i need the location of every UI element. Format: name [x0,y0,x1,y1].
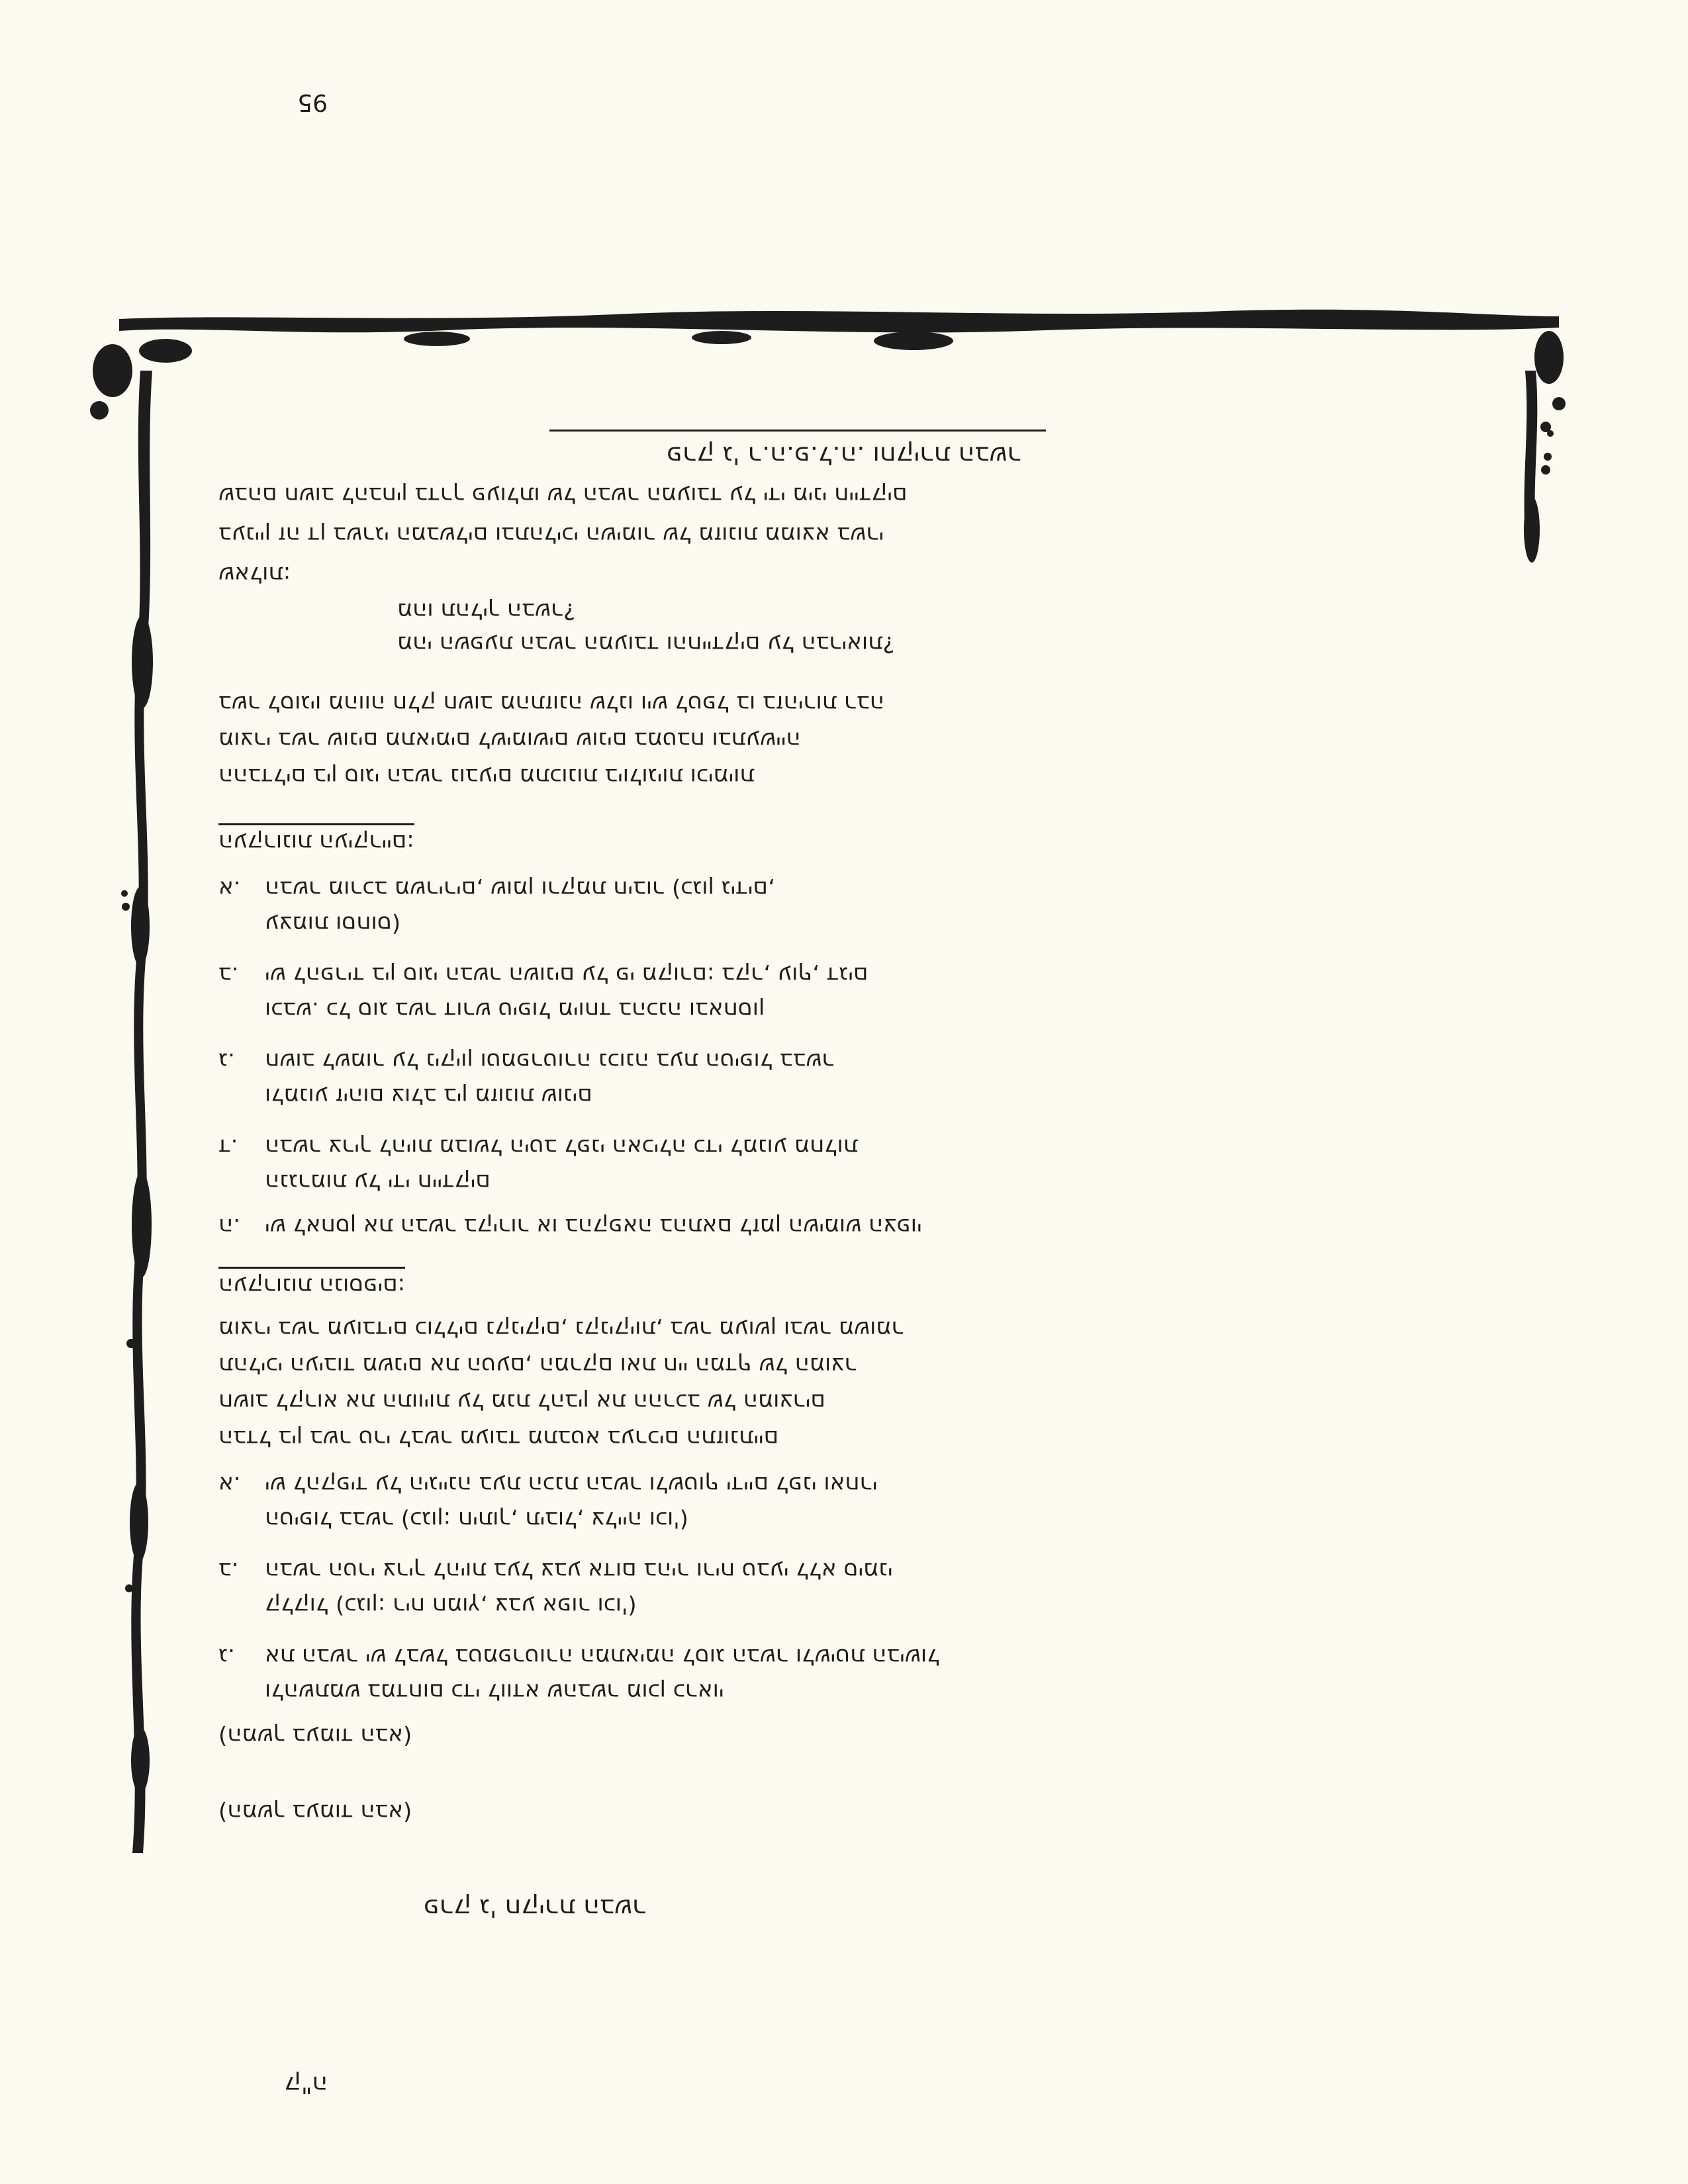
page-number: 95 [297,89,328,116]
list-marker: א. [218,876,241,902]
list-marker: ב. [218,1557,239,1584]
section-text-line-2: מוצרי בשר שונים מתאימים לשימושים שונים במטבח ובתעשייה [218,727,801,753]
list-item-line: יש לאחסן את הבשר בקירור או בהקפאה בהתאם לזמן השימוש הצפוי [265,1213,922,1240]
list-item-line: חשוב לשמור על ניקיון וטמפרטורה נכונה בעת הטיפול בבשר [265,1048,835,1074]
list-marker: ג. [218,1048,235,1074]
bottom-page-number: ק"ה [284,2071,328,2098]
list-item-line: וכבש. כל סוג בשר דורש טיפול מיוחד בהכנה ובאחסון [265,997,765,1023]
list-item-line: הבשר הטרי צריך להיות בעל צבע אדום בהיר וריח טבעי ללא סימני [265,1557,893,1584]
question-1: מהו תהליך הבשר? [397,598,576,624]
continued-note: (המשך בעמוד הבא) [218,1799,412,1825]
subheading-additional: העקרונות הנוספים: [218,1267,405,1300]
section-text-line: הבדל בין בשר טרי לבשר מעובד מתבטא בערכים התזונתיים [218,1425,779,1451]
list-marker: ב. [218,962,239,988]
list-marker: ד. [218,1134,238,1160]
list-marker: ה. [218,1213,241,1240]
section-text-line: חשוב לקרוא את התוויות על מנת להבין את ההרכב של המוצרים [218,1388,825,1415]
intro-line-2: בעניין זה דן בשרגי המבשלים ובתהליכי השימור של מזונות ממוצא בשרי [218,522,884,548]
list-item-line: עצמות וסחוס) [265,911,401,937]
list-item-line: את הבשר יש לבשל בטמפרטורה המתאימה לסוג הבשר ולשיטת הבישול [265,1643,940,1670]
trailing-line: (המשך בעמוד הבא) [218,1723,412,1749]
list-item-line: הנגרמות על ידי חיידקים [265,1169,491,1195]
list-item-line: יש להפריד בין סוגי הבשר השונים על פי מקורם: בקר, עוף, דגים [265,962,868,988]
list-item-line: ולהשתמש במדחום כדי לוודא שהבשר מוכן כראוי [265,1678,724,1705]
questions-label: שאלות: [218,561,291,588]
intro-line-1: שבהם חשוב להבחין בדרך פעולתו של הבשר המעובד על ידי מיני חיידקים [218,482,908,508]
list-item-line: ולמנוע זיהום צולב בין מזונות שונים [265,1083,592,1109]
list-item-line: קלקול (כגון: ריח חמוץ, צבע אפור וכו') [265,1592,637,1619]
list-marker: א. [218,1471,241,1498]
title-underline [549,430,1046,432]
list-item-line: הטיפול בבשר (כגון: חיתוך, תיבול, צלייה וכו') [265,1506,688,1533]
section-text-line: תהליכי העיבוד משנים את הטעם, המרקם ואת חיי המדף של המוצר [218,1352,857,1379]
section-header-top: פרק ג' חקירת הבשר [424,1893,647,1923]
subheading-principles: העקרונות העיקריים: [218,823,414,857]
section-text-line-3: ההבדלים בין סוגי הבשר נובעים מתכונות ביולוגיות וכימיות [218,763,755,790]
section-text-line-1: בשר לסוגיו מהווה חלק חשוב מהתזונה שלנו ויש לטפל בו בזהירות רבה [218,690,884,717]
list-marker: ג. [218,1643,235,1670]
list-item-line: הבשר צריך להיות מבושל היטב לפני האכילה כדי למנוע מחלות [265,1134,859,1160]
section-text-line: מוצרי בשר מעובדים כוללים נקניקים, נקניקיות, בשר מעושן ובשר משומר [218,1316,904,1342]
list-item-line: הבשר מורכב משרירים, שומן ורקמת חיבור (כגון גידים, [265,876,775,902]
list-item-line: יש להקפיד על היגיינה בעת הכנת הבשר ולשטוף ידיים לפני ואחרי [265,1471,878,1498]
question-2: מהי השפעת הבשר המעובד והחיידקים על הבריאות? [397,631,895,657]
page-title: פרק ג' ר.ה.פ.ל.ה. וחקירת הבשר [667,441,1021,470]
